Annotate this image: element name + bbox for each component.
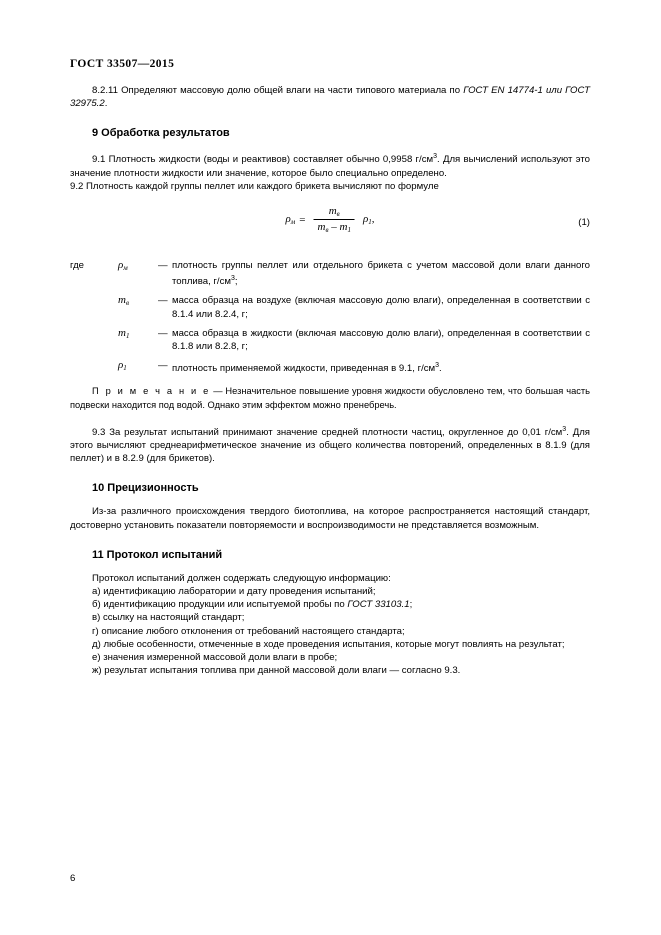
formula-1: [286, 205, 375, 234]
list-item: б) идентификацию продукции или испытуемой пробы по ГОСТ 33103.1;: [92, 599, 413, 611]
formula-fraction: [313, 205, 354, 234]
definition-symbol: $m_1$: [118, 326, 130, 340]
definition-dash: —: [158, 360, 168, 372]
formula-numerator: $m_в$: [328, 205, 340, 219]
definition-row: [70, 294, 590, 320]
ref-gost-en-14774-1: ГОСТ EN 14774-1: [463, 85, 543, 96]
page-number: 6: [70, 873, 76, 884]
paragraph-9-2: 9.2 Плотность каждой группы пеллет или каждого брикета вычисляют по формуле: [70, 180, 439, 192]
heading-10: 10 Прецизионность: [92, 482, 199, 495]
definition-row: [70, 359, 590, 375]
formula-number: (1): [578, 217, 590, 229]
definition-symbol: $\rho_м$: [118, 259, 128, 273]
paragraph-9-1: [70, 150, 590, 179]
definition-row: [70, 259, 590, 288]
note-text: — Незначительное повышение уровня жидкости обусловлено тем, что большая часть подвески находится под водой. Однако этим эффектом можно пренебречь.: [70, 386, 590, 410]
paragraph-11-intro: Протокол испытаний должен содержать следующую информацию:: [92, 572, 391, 584]
page-content: [70, 84, 590, 677]
definition-row: [70, 327, 590, 353]
list-item: ж) результат испытания топлива при данной массовой доли влаги — согласно 9.3.: [92, 665, 461, 677]
paragraph-10: Из-за различного происхождения твердого биотоплива, на которое распространяется настоящий стандарт, достоверно установить показатели повторяемости и воспроизводимости не представляется возможным.: [70, 506, 590, 531]
definition-text: плотность группы пеллет или отдельного брикета с учетом массовой доли влаги данного топлива, $г/см^3$;: [172, 260, 590, 288]
list-item: а) идентификацию лаборатории и дату проведения испытаний;: [92, 586, 376, 598]
formula-equals: =: [299, 213, 306, 226]
formula-rhs: $\rho_1$,: [362, 213, 375, 227]
heading-9: 9 Обработка результатов: [92, 127, 230, 140]
definition-dash: —: [158, 260, 168, 272]
definition-dash: —: [158, 295, 168, 307]
definition-text: масса образца на воздухе (включая массовую долю влаги), определенная в соответствии с 8.1.4 или 8.2.4, г;: [172, 295, 590, 320]
formula-1-row: [70, 205, 590, 245]
paragraph-9-1-text: 9.1 Плотность жидкости (воды и реактивов) составляет обычно 0,9958 $г/см^3$. Для вычислений используют это значение плотности жидкости или значение, которое было специально определено.: [70, 153, 590, 179]
definition-text: плотность применяемой жидкости, приведенная в 9.1, $г/см^3$.: [172, 362, 442, 375]
paragraph-9-3: 9.3 За результат испытаний принимают значение средней плотности частиц, округленное до 0,01 $г/см^3$. Для этого вычисляют среднеарифметическое значение из общего количества повторений, определенных в 8.1.9 (для пеллет) и в 8.2.9 (для брикетов).: [70, 425, 590, 465]
list-item: г) описание любого отклонения от требований настоящего стандарта;: [92, 625, 405, 637]
list-item: д) любые особенности, отмеченные в ходе проведения испытания, которые могут повлиять на результат;: [92, 638, 565, 650]
definition-symbol: $m_в$: [118, 294, 129, 308]
definition-where-label: где: [70, 260, 85, 272]
paragraph-8-2-11-text: 8.2.11 Определяют массовую долю общей влаги на части типового материала по: [92, 85, 464, 96]
note-label: П р и м е ч а н и е: [92, 386, 211, 397]
paragraph-8-2-11: [70, 84, 590, 110]
definition-symbol: $\rho_1$: [118, 359, 127, 373]
page-header: ГОСТ 33507—2015: [70, 58, 175, 70]
formula-denominator: $m_в - m_1$: [317, 221, 351, 235]
paragraph-8-2-11-end: .: [104, 98, 108, 110]
note-paragraph: [70, 385, 590, 411]
ref-gost-32975-2: или ГОСТ 32975.2: [70, 85, 590, 110]
list-item: е) значения измеренной массовой доли влаги в пробе;: [92, 652, 338, 664]
formula-definitions: [70, 259, 590, 375]
heading-11: 11 Протокол испытаний: [92, 548, 223, 561]
ref-gost-33103-1: ГОСТ 33103.1: [347, 599, 410, 611]
list-item: в) ссылку на настоящий стандарт;: [92, 612, 245, 624]
definition-dash: —: [158, 327, 168, 339]
formula-lhs: $\rho_м$: [285, 213, 296, 227]
definition-text: масса образца в жидкости (включая массовую долю влаги), определенная в соответствии с 8.1.8 или 8.2.8, г;: [172, 327, 590, 353]
